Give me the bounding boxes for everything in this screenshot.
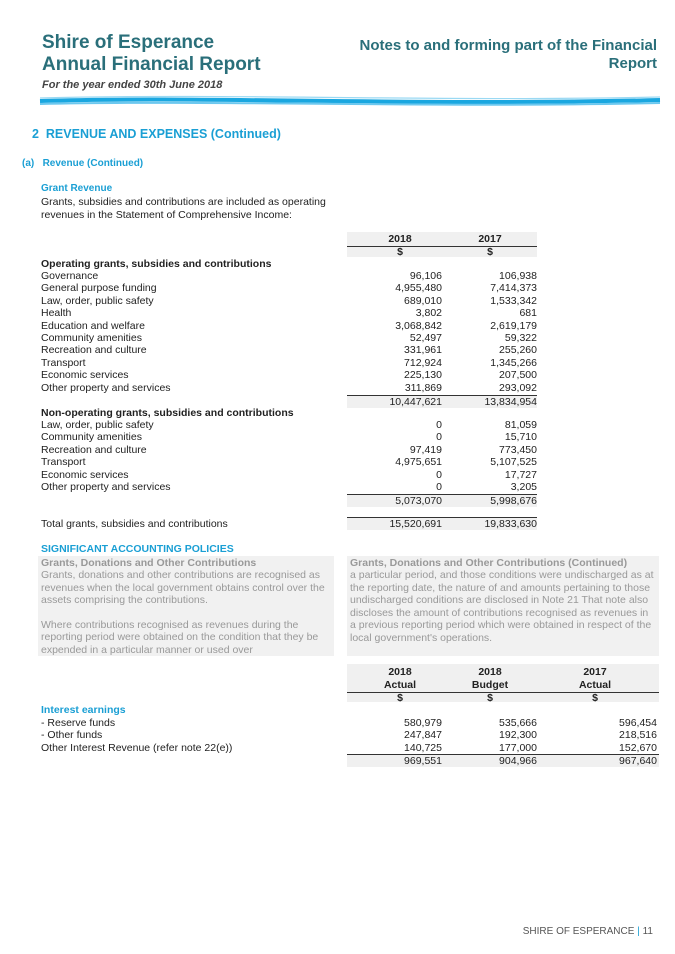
table-cell-y2018: 0	[436, 431, 442, 444]
table-cell-y2017: 3,205	[510, 481, 537, 493]
table-cell-y2018: 331,961	[404, 344, 442, 357]
policy-right-box	[347, 556, 659, 656]
nonoperating-total-2017: 5,998,676	[490, 495, 537, 507]
table-cell-y2018: 96,106	[409, 270, 442, 282]
header-right-title: Notes to and forming part of the Financial Report	[359, 37, 657, 72]
table-row-label: Governance	[41, 270, 99, 282]
table-row-label: Education and welfare	[41, 319, 145, 332]
table-cell-y2018: 311,869	[404, 381, 442, 394]
table-row-label: Law, order, public safety	[41, 294, 154, 307]
interest-unit-2: $	[487, 692, 493, 704]
report-title: Annual Financial Report	[42, 54, 261, 75]
table-cell-y2018: 0	[436, 481, 442, 493]
grand-total-label: Total grants, subsidies and contributions	[41, 518, 228, 530]
table-row-label: Community amenities	[41, 332, 142, 344]
table-cell-c: 218,516	[619, 729, 657, 742]
grand-total-2018: 15,520,691	[389, 518, 442, 530]
interest-col3-sub: Actual	[578, 679, 612, 691]
section-title	[32, 127, 281, 141]
table-cell-y2018: 0	[436, 419, 442, 431]
subsection-label: (a)	[22, 158, 35, 169]
table-cell-c: 152,670	[619, 741, 657, 754]
footer-separator: |	[637, 926, 640, 937]
subsection-title-text: Revenue (Continued)	[42, 158, 144, 169]
table-cell-y2018: 689,010	[404, 294, 442, 307]
table-cell-y2018: 0	[436, 468, 442, 481]
interest-col2-sub: Budget	[471, 679, 509, 691]
table-cell-y2017: 1,345,266	[490, 356, 537, 369]
table-row-label: General purpose funding	[41, 282, 157, 295]
table-row-label: Health	[41, 307, 72, 320]
report-period: For the year ended 30th June 2018	[42, 79, 223, 91]
table-row-label: Economic services	[41, 369, 129, 382]
table-row-label: Recreation and culture	[41, 344, 147, 357]
unit-2018: $	[397, 246, 403, 258]
table-cell-b: 192,300	[499, 729, 537, 742]
table-cell-y2017: 106,938	[499, 270, 537, 282]
interest-total-b: 904,966	[499, 755, 537, 767]
interest-col1-sub: Actual	[383, 679, 417, 691]
table-cell-b: 535,666	[499, 717, 537, 729]
interest-total-c: 967,640	[619, 755, 657, 767]
table-row-label: Other Interest Revenue (refer note 22(e))	[41, 741, 233, 754]
table-cell-y2018: 712,924	[404, 356, 442, 369]
table-row-label: Community amenities	[41, 431, 142, 444]
policies-heading: SIGNIFICANT ACCOUNTING POLICIES	[41, 543, 234, 555]
org-name: Shire of Esperance	[42, 32, 215, 53]
table-cell-b: 177,000	[499, 741, 537, 754]
interest-unit-1: $	[397, 692, 403, 704]
interest-col3-year: 2017	[583, 666, 607, 678]
footer-org: SHIRE OF ESPERANCE	[522, 926, 635, 937]
interest-col1-year: 2018	[388, 666, 412, 678]
table-row-label: Economic services	[41, 468, 129, 481]
header-wave-divider	[0, 92, 675, 112]
operating-total-2017: 13,834,954	[484, 396, 537, 408]
grand-total-2017: 19,833,630	[484, 518, 537, 530]
table-cell-y2017: 17,727	[504, 468, 537, 481]
policy-right-text: a particular period, and those conditions were undischarged as at the reporting date, the nature of and amounts pertaining to those undischarged conditions are disclosed in Note 21 That note also discloses the amount of contributions recognised as revenues in a previous reporting period which were obtained in respect of the local government's operations.	[350, 569, 654, 644]
table-row-label: Recreation and culture	[41, 443, 147, 456]
interest-total-a: 969,551	[404, 755, 442, 767]
table-cell-y2017: 255,260	[499, 344, 537, 357]
nonoperating-heading: Non-operating grants, subsidies and contributions	[41, 407, 294, 419]
table-cell-y2018: 97,419	[409, 443, 442, 456]
interest-unit-3: $	[592, 692, 598, 704]
policy-left-text-2: Where contributions recognised as revenues during the reporting period were obtained on the condition that they be expended in a particular manner or used over	[41, 618, 319, 656]
table-row-label: - Other funds	[41, 729, 103, 742]
section-title-text: REVENUE AND EXPENSES (Continued)	[45, 127, 281, 141]
subsection-title	[22, 158, 143, 169]
interest-heading: Interest earnings	[41, 704, 126, 716]
table-cell-y2017: 681	[519, 307, 537, 320]
table-cell-y2018: 4,955,480	[395, 282, 442, 295]
table-cell-y2017: 207,500	[499, 369, 537, 382]
table-row-label: Other property and services	[41, 481, 171, 493]
policy-left-text: Grants, donations and other contributions are recognised as revenues when the local government obtains control over the assets comprising the contributions.	[41, 569, 325, 607]
grant-revenue-heading: Grant Revenue	[41, 183, 113, 194]
table-cell-y2018: 225,130	[404, 369, 442, 382]
table-row-label: Transport	[41, 456, 86, 469]
table-cell-y2017: 293,092	[499, 381, 537, 394]
table-cell-y2017: 773,450	[499, 443, 537, 456]
table-cell-y2017: 81,059	[504, 419, 537, 431]
section-number: 2	[32, 127, 39, 141]
table-cell-a: 580,979	[404, 717, 442, 729]
table-cell-y2017: 2,619,179	[490, 319, 537, 332]
table-cell-c: 596,454	[619, 717, 657, 729]
policy-left-title: Grants, Donations and Other Contributions	[41, 557, 257, 569]
table-cell-y2017: 5,107,525	[490, 456, 537, 469]
operating-heading: Operating grants, subsidies and contributions	[41, 258, 272, 270]
table-row-label: Transport	[41, 356, 86, 369]
grant-revenue-intro: Grants, subsidies and contributions are included as operating revenues in the Statement of Comprehensive Income:	[41, 196, 326, 221]
page-number: 11	[642, 926, 653, 937]
col-2018: 2018	[388, 233, 412, 245]
page-footer	[523, 926, 653, 937]
interest-col2-year: 2018	[478, 666, 502, 678]
table-cell-a: 140,725	[404, 741, 442, 754]
table-cell-a: 247,847	[404, 729, 442, 742]
unit-2017: $	[487, 246, 493, 258]
table-cell-y2018: 52,497	[409, 332, 442, 344]
table-row-label: Law, order, public safety	[41, 419, 154, 431]
table-row-label: - Reserve funds	[41, 717, 116, 729]
table-cell-y2017: 15,710	[504, 431, 537, 444]
table-cell-y2018: 3,802	[415, 307, 442, 320]
table-cell-y2018: 3,068,842	[395, 319, 442, 332]
policy-left-box	[38, 556, 334, 656]
policy-right-title: Grants, Donations and Other Contributions (Continued)	[350, 557, 628, 569]
nonoperating-total-2018: 5,073,070	[395, 495, 442, 507]
table-row-label: Other property and services	[41, 381, 171, 394]
table-cell-y2017: 7,414,373	[490, 282, 537, 295]
table-cell-y2017: 59,322	[504, 332, 537, 344]
operating-total-2018: 10,447,621	[389, 396, 442, 408]
table-cell-y2017: 1,533,342	[490, 294, 537, 307]
table-cell-y2018: 4,975,651	[395, 456, 442, 469]
col-2017: 2017	[478, 233, 502, 245]
header-left	[42, 32, 261, 91]
